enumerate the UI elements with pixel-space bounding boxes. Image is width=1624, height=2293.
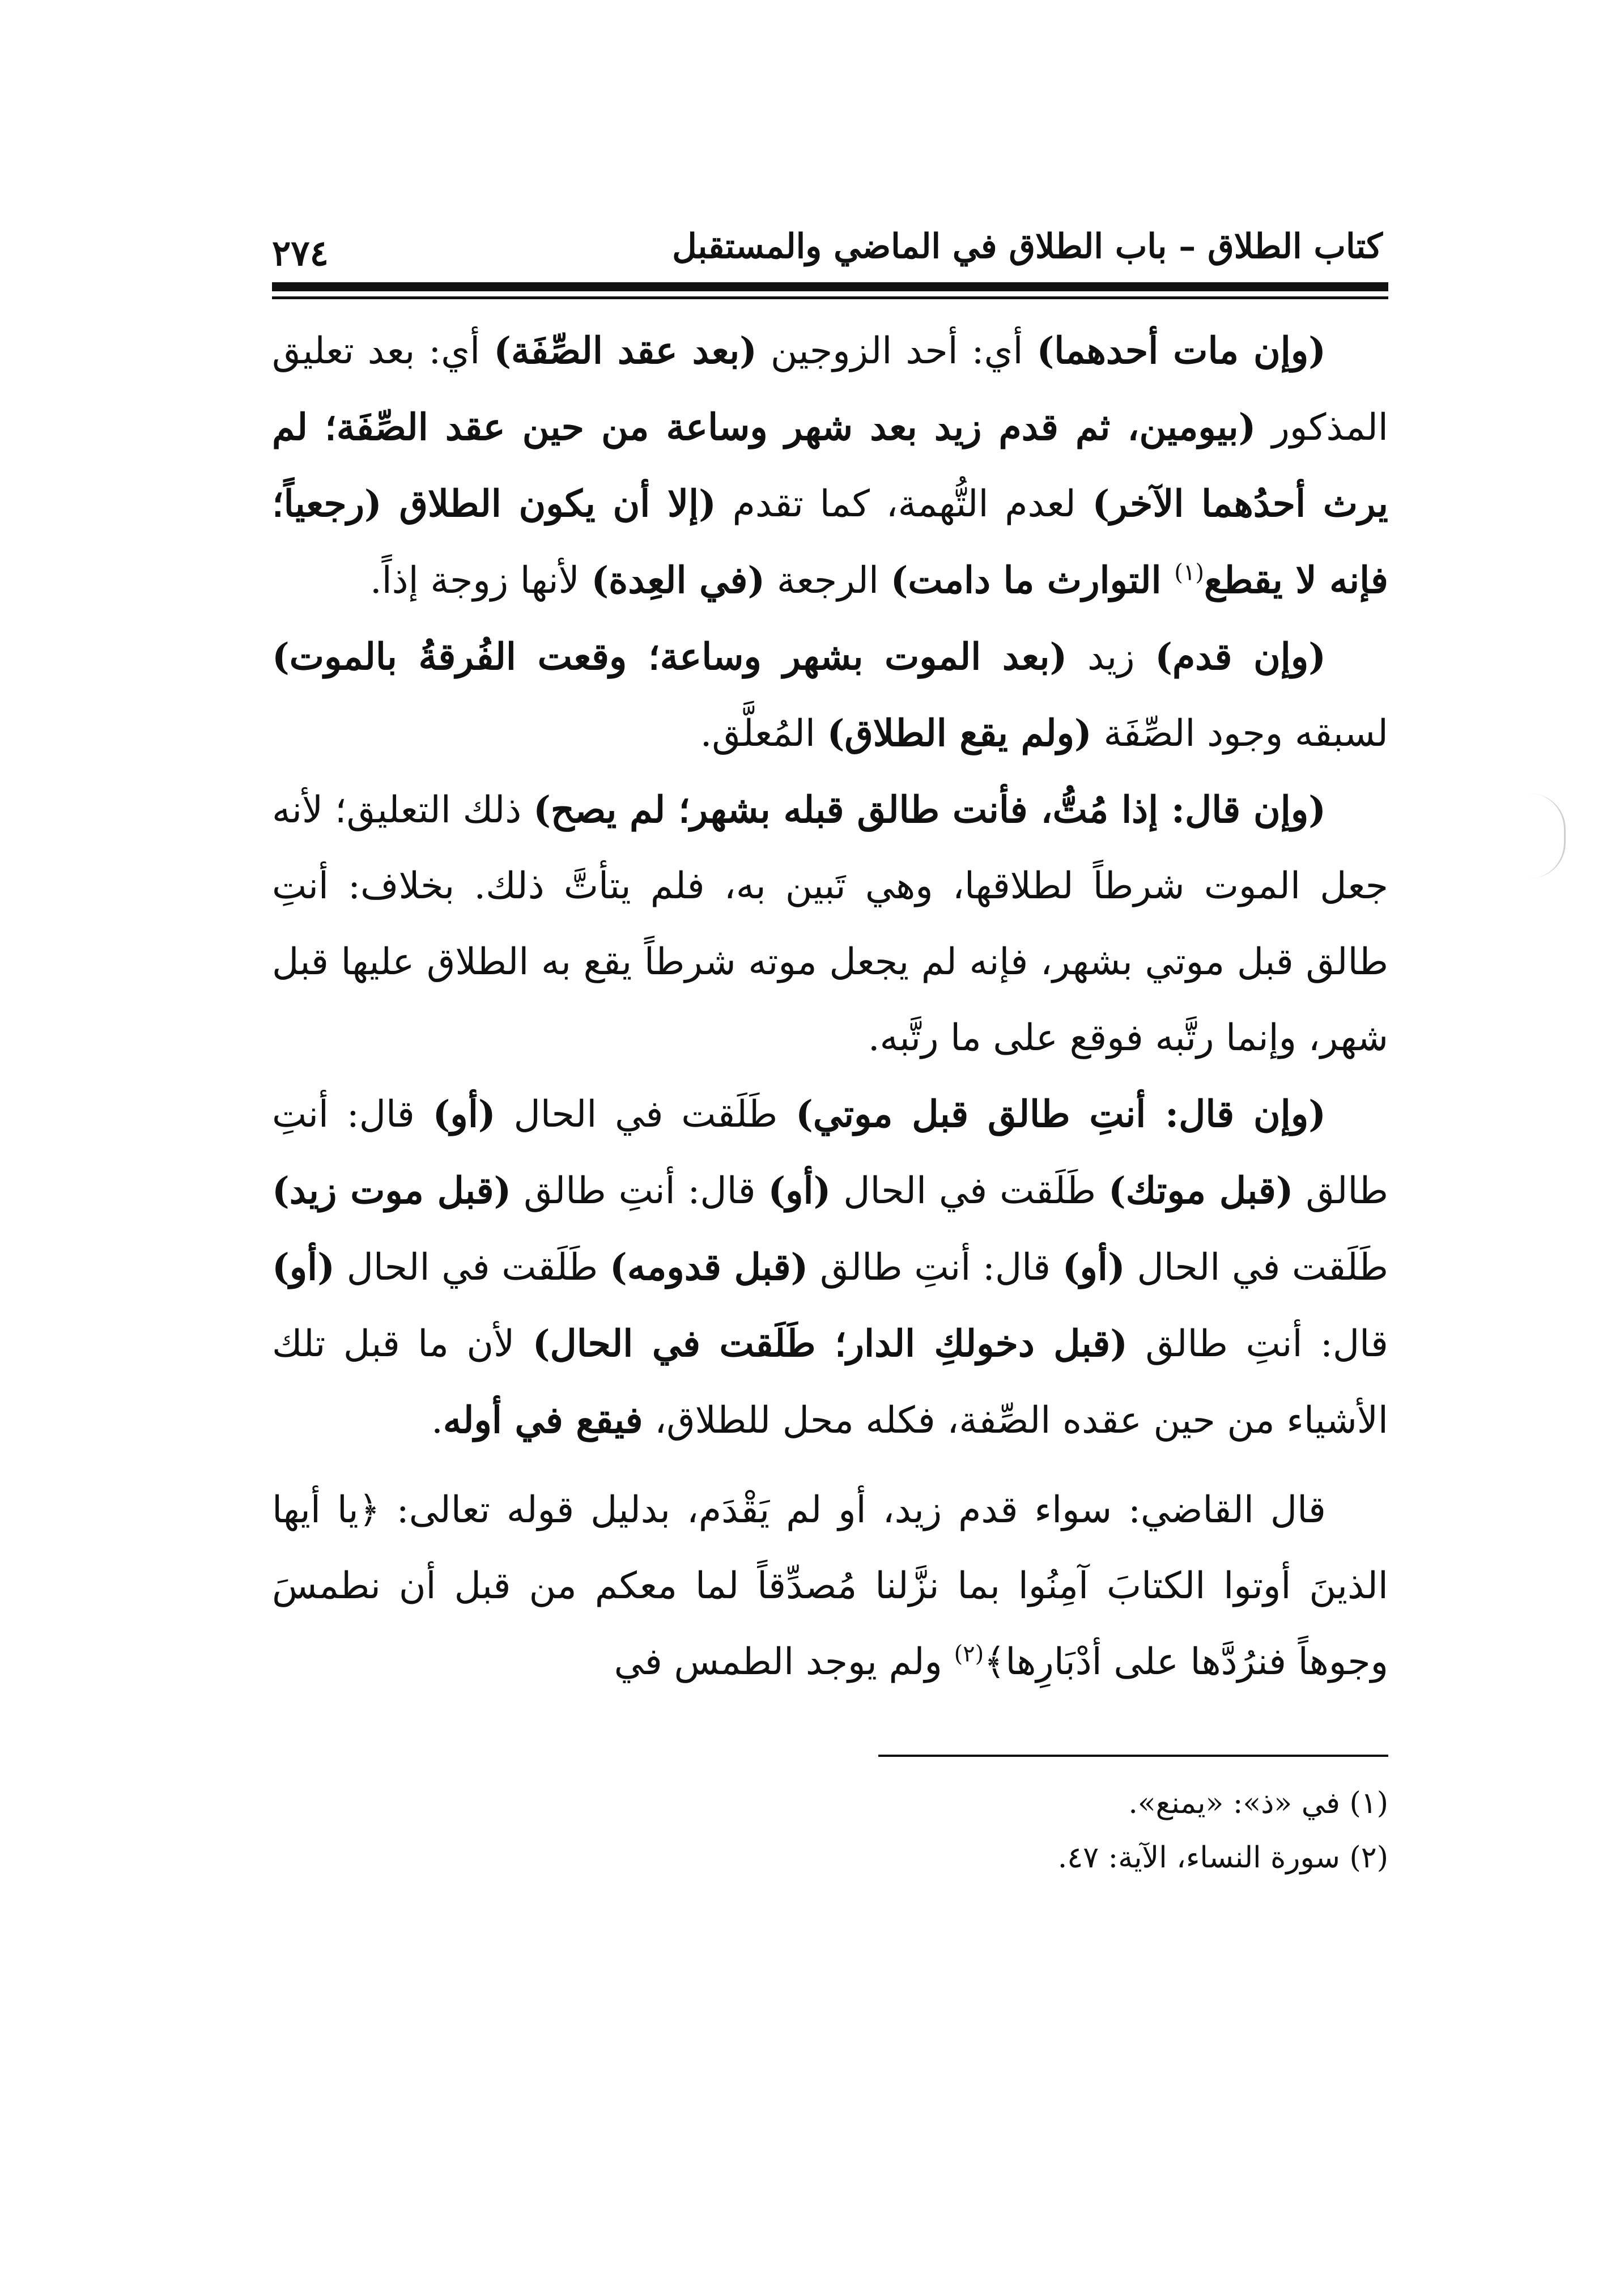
paragraph: [272, 1076, 1388, 1459]
matn-text: (وإن قال: أنتِ طالق قبل موتي): [796, 1093, 1326, 1136]
sharh-text: طَلَقت في الحال: [831, 1170, 1108, 1212]
running-head: [272, 215, 1388, 278]
sharh-text: قال: أنتِ طالق: [272, 1093, 1388, 1212]
sharh-text: طَلَقت في الحال: [1125, 1246, 1388, 1289]
sharh-text: أي: أحد الزوجين: [756, 330, 1037, 372]
sharh-text: لسبقه وجود الصِّفَة: [1091, 712, 1388, 755]
matn-text: (قبل دخولكِ الدار؛ طَلَقت في الحال): [532, 1322, 1128, 1365]
paragraph: [272, 619, 1388, 772]
footnote: (٢) سورة النساء، الآية: ٤٧.: [1057, 1841, 1388, 1875]
paragraph: [272, 772, 1388, 1076]
footnote: (١) في «ذ»: «يمنع».: [1128, 1786, 1388, 1820]
matn-text: فيقع في أوله: [443, 1399, 643, 1442]
footnotes: [272, 1776, 1388, 1885]
footnote-reference: (١): [1174, 559, 1204, 586]
sharh-text: لأن ما قبل تلك الأشياء من حين عقده الصِّفة، فكله محل للطلاق،: [272, 1323, 1388, 1442]
sharh-text: قال: أنتِ طالق: [511, 1170, 768, 1212]
matn-text: (أو): [432, 1093, 496, 1136]
sharh-text: ولم يوجد الطمس في: [614, 1641, 954, 1683]
running-title: كتاب الطلاق – باب الطلاق في الماضي والمستقبل: [672, 227, 1383, 266]
header-rule-thick: [272, 282, 1388, 291]
matn-text: (قبل قدومه): [609, 1246, 809, 1289]
matn-text: (وإن قدم): [1155, 635, 1327, 678]
sharh-text: .: [431, 1399, 443, 1442]
matn-text: (بعد عقد الصِّفَة): [494, 329, 757, 372]
footnote-reference: (٢): [954, 1641, 984, 1667]
sharh-text: طَلَقت في الحال: [334, 1246, 610, 1289]
matn-text: (أو): [272, 1246, 335, 1289]
matn-text: التوارث ما دامت): [890, 559, 1175, 602]
sharh-text: قال: أنتِ طالق: [1127, 1323, 1389, 1365]
paragraph: [272, 1472, 1388, 1700]
sharh-text: الرجعة: [765, 559, 891, 602]
matn-text: (بعد الموت بشهر وساعة؛ وقعت الفُرقةُ بالموت): [272, 635, 1068, 678]
sharh-text: أي: بعد تعليق المذكور: [272, 330, 1388, 449]
header-rule-thin: [272, 296, 1388, 299]
sharh-text: طَلَقت في الحال: [495, 1093, 796, 1136]
sharh-text: زيد: [1067, 636, 1155, 678]
matn-text: (وإن قال: إذا مُتُّ، فأنت طالق قبله بشهر؛ لم يصح): [533, 788, 1326, 831]
matn-text: (وإن مات أحدهما): [1036, 329, 1326, 372]
matn-text: (أو): [768, 1169, 831, 1212]
book-page: [272, 215, 1388, 2233]
sharh-text: لأنها زوجة إذاً.: [369, 559, 592, 602]
sharh-text: ذلك التعليق؛ لأنه جعل الموت شرطاً لطلاقها، وهي تَبين به، فلم يتأتَّ ذلك. بخلاف: أنتِ طالق قبل موتي بشهر، فإنه لم يجعل موته شرطاً يقع به الطلاق عليها قبل شهر، وإنما رتَّبه فوقع على ما رتَّبه.: [272, 789, 1388, 1059]
matn-text: (قبل موتك): [1108, 1169, 1294, 1212]
page-number: ٢٧٤: [272, 232, 329, 274]
sharh-text: ﴿يا أيها الذينَ أوتوا الكتابَ آمِنُوا بما نزَّلنا مُصدِّقاً لما معكم من قبل أن نطمسَ وجوهاً فنرُدَّها على أدْبَارِها﴾: [272, 1489, 1388, 1683]
matn-text: (أو): [1062, 1246, 1125, 1289]
body-text: [272, 313, 1388, 1700]
matn-text: (ولم يقع الطلاق): [827, 712, 1092, 755]
sharh-text: قال: أنتِ طالق: [808, 1246, 1062, 1289]
footnote-separator: [878, 1755, 1388, 1757]
matn-text: (إلا أن يكون الطلاق: [399, 482, 716, 525]
matn-text: (بيومين، ثم قدم زيد بعد شهر وساعة من حين عقد الصِّفَة؛ لم يرث أحدُهما الآخر): [272, 406, 1388, 525]
sharh-text: المُعلَّق.: [700, 712, 827, 755]
matn-text: (رجعياً؛ فإنه لا يقطع: [272, 482, 1388, 602]
matn-text: (في العِدة): [591, 559, 766, 602]
scan-artifact-arc: [1530, 793, 1566, 878]
sharh-text: قال القاضي: سواء قدم زيد، أو لم يَقْدَم، بدليل قوله تعالى:: [380, 1489, 1327, 1531]
sharh-text: لعدم التُّهمة، كما تقدم: [716, 483, 1092, 525]
matn-text: (قبل موت زيد): [272, 1169, 512, 1212]
paragraph: [272, 313, 1388, 619]
